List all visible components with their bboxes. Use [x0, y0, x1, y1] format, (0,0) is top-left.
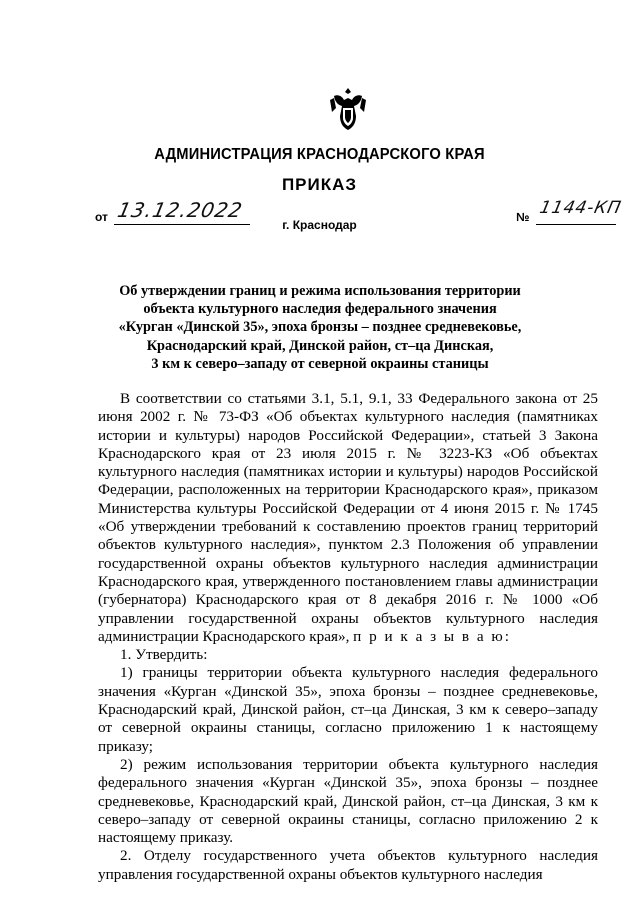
- paragraph-section-2: 2. Отделу государственного учета объектов культурного наследия управления государственной охраны объектов культурного наследия: [98, 847, 598, 883]
- paragraph-item-1: 1) границы территории объекта культурного наследия федерального значения «Курган «Динской 35», эпоха бронзы – позднее средневековье, Краснодарский край, Динской район, ст–ца Динская, 3 км к северо–западу от северной окраины станицы, согласно приложению 1 к настоящему приказу;: [98, 664, 598, 755]
- title-line: объекта культурного наследия федерального значения: [143, 301, 497, 318]
- paragraph-approve: 1. Утвердить:: [120, 646, 208, 664]
- number-handwritten: 1144-КП: [537, 198, 624, 218]
- paragraph-item-2: 2) режим использования территории объекта культурного наследия федерального значения «Курган «Динской 35», эпоха бронзы – позднее средневековье, Краснодарский край, Динской район, ст–ца Динская, 3 км к северо–западу от северной окраины станицы, согласно приложению 2 к настоящему приказу.: [98, 755, 598, 847]
- number-label: №: [516, 210, 530, 224]
- city: г. Краснодар: [282, 218, 357, 232]
- date-label: от: [95, 210, 108, 224]
- document-title: [100, 282, 540, 373]
- title-line: Об утверждении границ и режима использования территории: [119, 283, 521, 299]
- title-line: 3 км к северо–западу от северной окраины станицы: [151, 355, 489, 372]
- title-line: Краснодарский край, Динской район, ст–ца Динская,: [146, 337, 494, 354]
- title-line: «Курган «Динской 35», эпоха бронзы – позднее средневековье,: [118, 319, 522, 336]
- date-handwritten: 13.12.2022: [115, 198, 246, 222]
- coat-of-arms-icon: [328, 86, 368, 132]
- organization-name: АДМИНИСТРАЦИЯ КРАСНОДАРСКОГО КРАЯ: [154, 146, 485, 163]
- order-word: п р и к а з ы в а ю:: [353, 627, 511, 645]
- document-body: [98, 390, 598, 884]
- paragraph-preamble: [98, 390, 598, 646]
- preamble-text: В соответствии со статьями 3.1, 5.1, 9.1, 33 Федерального закона от 25 июня 2002 г. № 73-ФЗ «Об объектах культурного наследия (памятниках истории и культуры) народов Российской Федерации», статьей 3 Закона Краснодарского края от 23 июля 2015 г. № 3223-КЗ «Об объектах культурного наследия (памятниках истории и культуры) народов Российской Федерации, расположенных на территории Краснодарского края», приказом Министерства культуры Российской Федерации от 4 июня 2015 г. № 1745 «Об утверждении требований к составлению проектов границ территорий объектов культурного наследия», пунктом 2.3 Положения об управлении государственной охраны объектов культурного наследия администрации Краснодарского края, утвержденного постановлением главы администрации (губернатора) Краснодарского края от 8 декабря 2016 г. № 1000 «Об управлении государственной охраны объектов культурного наследия администрации Краснодарского края»,: [98, 390, 598, 645]
- document-type: ПРИКАЗ: [281, 175, 358, 194]
